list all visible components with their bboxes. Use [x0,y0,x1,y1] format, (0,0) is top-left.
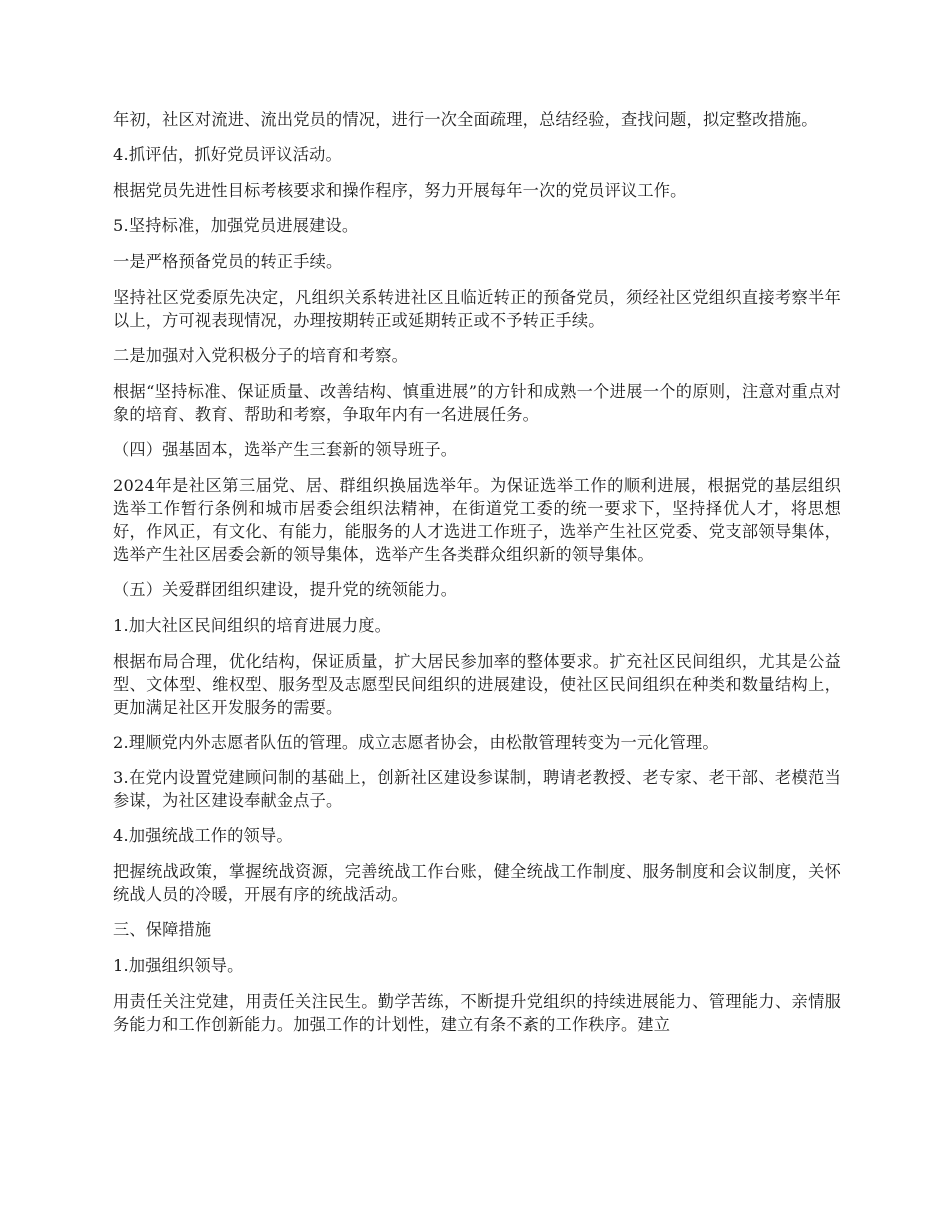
paragraph-19: 1.加强组织领导。 [113,956,244,975]
paragraph-4: 5.坚持标准，加强党员进展建设。 [113,216,359,235]
paragraph-7: 二是加强对入党积极分子的培育和考察。 [113,346,408,365]
paragraph-1: 年初，社区对流进、流出党员的情况，进行一次全面疏理，总结经验，查找问题，拟定整改措施。 [113,110,818,129]
paragraph-11: （五）关爱群团组织建设，提升党的统领能力。 [113,580,458,599]
paragraph-18: 三、保障措施 [113,920,212,939]
paragraph-14: 2.理顺党内外志愿者队伍的管理。成立志愿者协会，由松散管理转变为一元化管理。 [113,733,719,752]
paragraph-2: 4.抓评估，抓好党员评议活动。 [113,145,342,164]
paragraph-6: 坚持社区党委原先决定，凡组织关系转进社区且临近转正的预备党员，须经社区党组织直接考察半年以上，方可视表现情况，办理按期转正或延期转正或不予转正手续。 [113,288,841,330]
document-page [113,108,841,1048]
paragraph-9: （四）强基固本，选举产生三套新的领导班子。 [113,440,458,459]
paragraph-20: 用责任关注党建，用责任关注民生。勤学苦练，不断提升党组织的持续进展能力、管理能力、亲情服务能力和工作创新能力。加强工作的计划性，建立有条不紊的工作秩序。建立 [113,992,841,1034]
paragraph-10: 2024年是社区第三届党、居、群组织换届选举年。为保证选举工作的顺利进展，根据党的基层组织选举工作暂行条例和城市居委会组织法精神，在街道党工委的统一要求下，坚持择优人才，将思想好，作风正，有文化、有能力，能服务的人才选进工作班子，选举产生社区党委、党支部领导集体，选举产生社区居委会新的领导集体，选举产生各类群众组织新的领导集体。 [113,476,841,564]
paragraph-17: 把握统战政策，掌握统战资源，完善统战工作台账，健全统战工作制度、服务制度和会议制度，关怀统战人员的冷暖，开展有序的统战活动。 [113,862,841,904]
paragraph-16: 4.加强统战工作的领导。 [113,826,293,845]
paragraph-3: 根据党员先进性目标考核要求和操作程序，努力开展每年一次的党员评议工作。 [113,181,687,200]
paragraph-15: 3.在党内设置党建顾问制的基础上，创新社区建设参谋制，聘请老教授、老专家、老干部、老模范当参谋，为社区建设奉献金点子。 [113,768,841,810]
paragraph-5: 一是严格预备党员的转正手续。 [113,252,343,271]
paragraph-8: 根据“坚持标准、保证质量、改善结构、慎重进展”的方针和成熟一个进展一个的原则，注意对重点对象的培育、教育、帮助和考察，争取年内有一名进展任务。 [113,382,841,424]
paragraph-12: 1.加大社区民间组织的培育进展力度。 [113,616,392,635]
paragraph-13: 根据布局合理，优化结构，保证质量，扩大居民参加率的整体要求。扩充社区民间组织，尤其是公益型、文体型、维权型、服务型及志愿型民间组织的进展建设，使社区民间组织在种类和数量结构上，更加满足社区开发服务的需要。 [113,652,841,717]
